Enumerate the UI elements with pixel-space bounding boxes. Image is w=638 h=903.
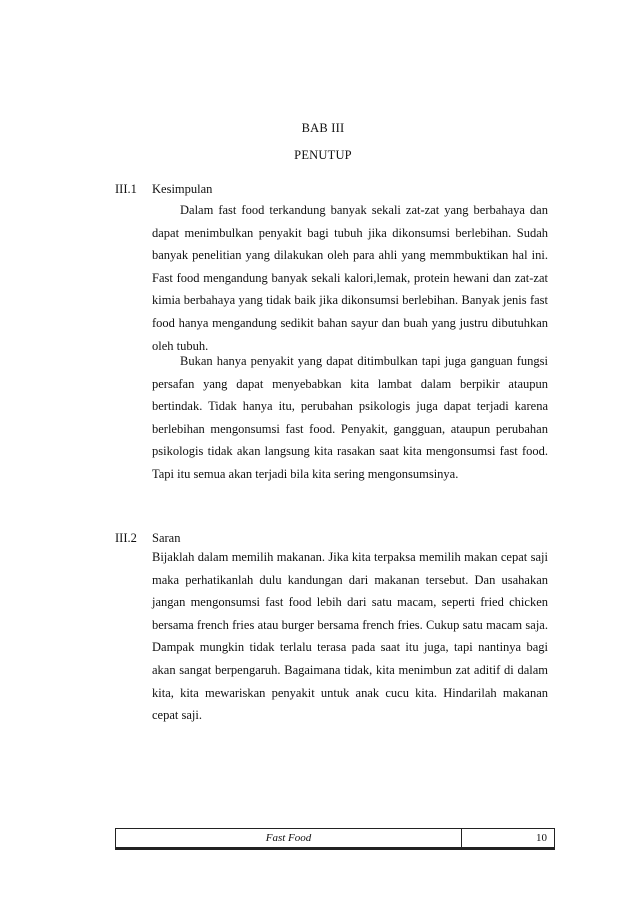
paragraph-saran-1 <box>152 546 548 727</box>
paragraph-kesimpulan-2 <box>152 350 548 486</box>
chapter-title: PENUTUP <box>294 148 352 162</box>
paragraph-text: Bukan hanya penyakit yang dapat ditimbulkan tapi juga ganguan fungsi persafan yang dapat menyebabkan kita lambat dalam berpikir ataupun bertindak. Tidak hanya itu, perubahan psikologis juga dapat terjadi karena berlebihan mengonsumsi fast food. Penyakit, gangguan, ataupun perubahan psikologis tidak akan langsung kita rasakan saat kita mengonsumsi fast food. Tapi itu semua akan terjadi bila kita sering mengonsumsinya. <box>152 354 548 481</box>
page-footer <box>115 828 555 848</box>
chapter-number: BAB III <box>301 121 345 135</box>
footer-page-number: 10 <box>536 832 547 844</box>
section-title: Kesimpulan <box>152 182 213 196</box>
paragraph-text: Bijaklah dalam memilih makanan. Jika kita terpaksa memilih makan cepat saji maka perhatikanlah dulu kandungan dari makanan tersebut. Dan usahakan jangan mengonsumsi fast food lebih dari satu macam, seperti fried chicken bersama french fries atau burger bersama french fries. Cukup satu macam saja. Dampak mungkin tidak terlalu terasa pada saat itu juga, tapi nantinya bagi akan sangat berpengaruh. Bagaimana tidak, kita menimbun zat aditif di dalam kita, kita mewariskan penyakit untuk anak cucu kita. Hindarilah makanan cepat saji. <box>152 550 548 723</box>
paragraph-kesimpulan-1 <box>152 199 548 357</box>
section-number: III.1 <box>115 182 137 196</box>
footer-title: Fast Food <box>116 829 462 848</box>
section-heading-saran <box>115 531 180 546</box>
footer-rule <box>115 847 555 850</box>
section-heading-kesimpulan <box>115 182 212 197</box>
paragraph-text: Dalam fast food terkandung banyak sekali zat-zat yang berbahaya dan dapat menimbulkan penyakit bagi tubuh jika dikonsumsi berlebihan. Sudah banyak penelitian yang dilakukan oleh para ahli yang memmbuktikan hal ini. Fast food mengandung banyak sekali kalori,lemak, protein hewani dan zat-zat kimia berbahaya yang tidak baik jika dikonsumsi berlebihan. Banyak jenis fast food hanya mengandung sedikit bahan sayur dan buah yang justru dibutuhkan oleh tubuh. <box>152 203 548 353</box>
section-title: Saran <box>152 531 181 545</box>
section-number: III.2 <box>115 531 137 545</box>
